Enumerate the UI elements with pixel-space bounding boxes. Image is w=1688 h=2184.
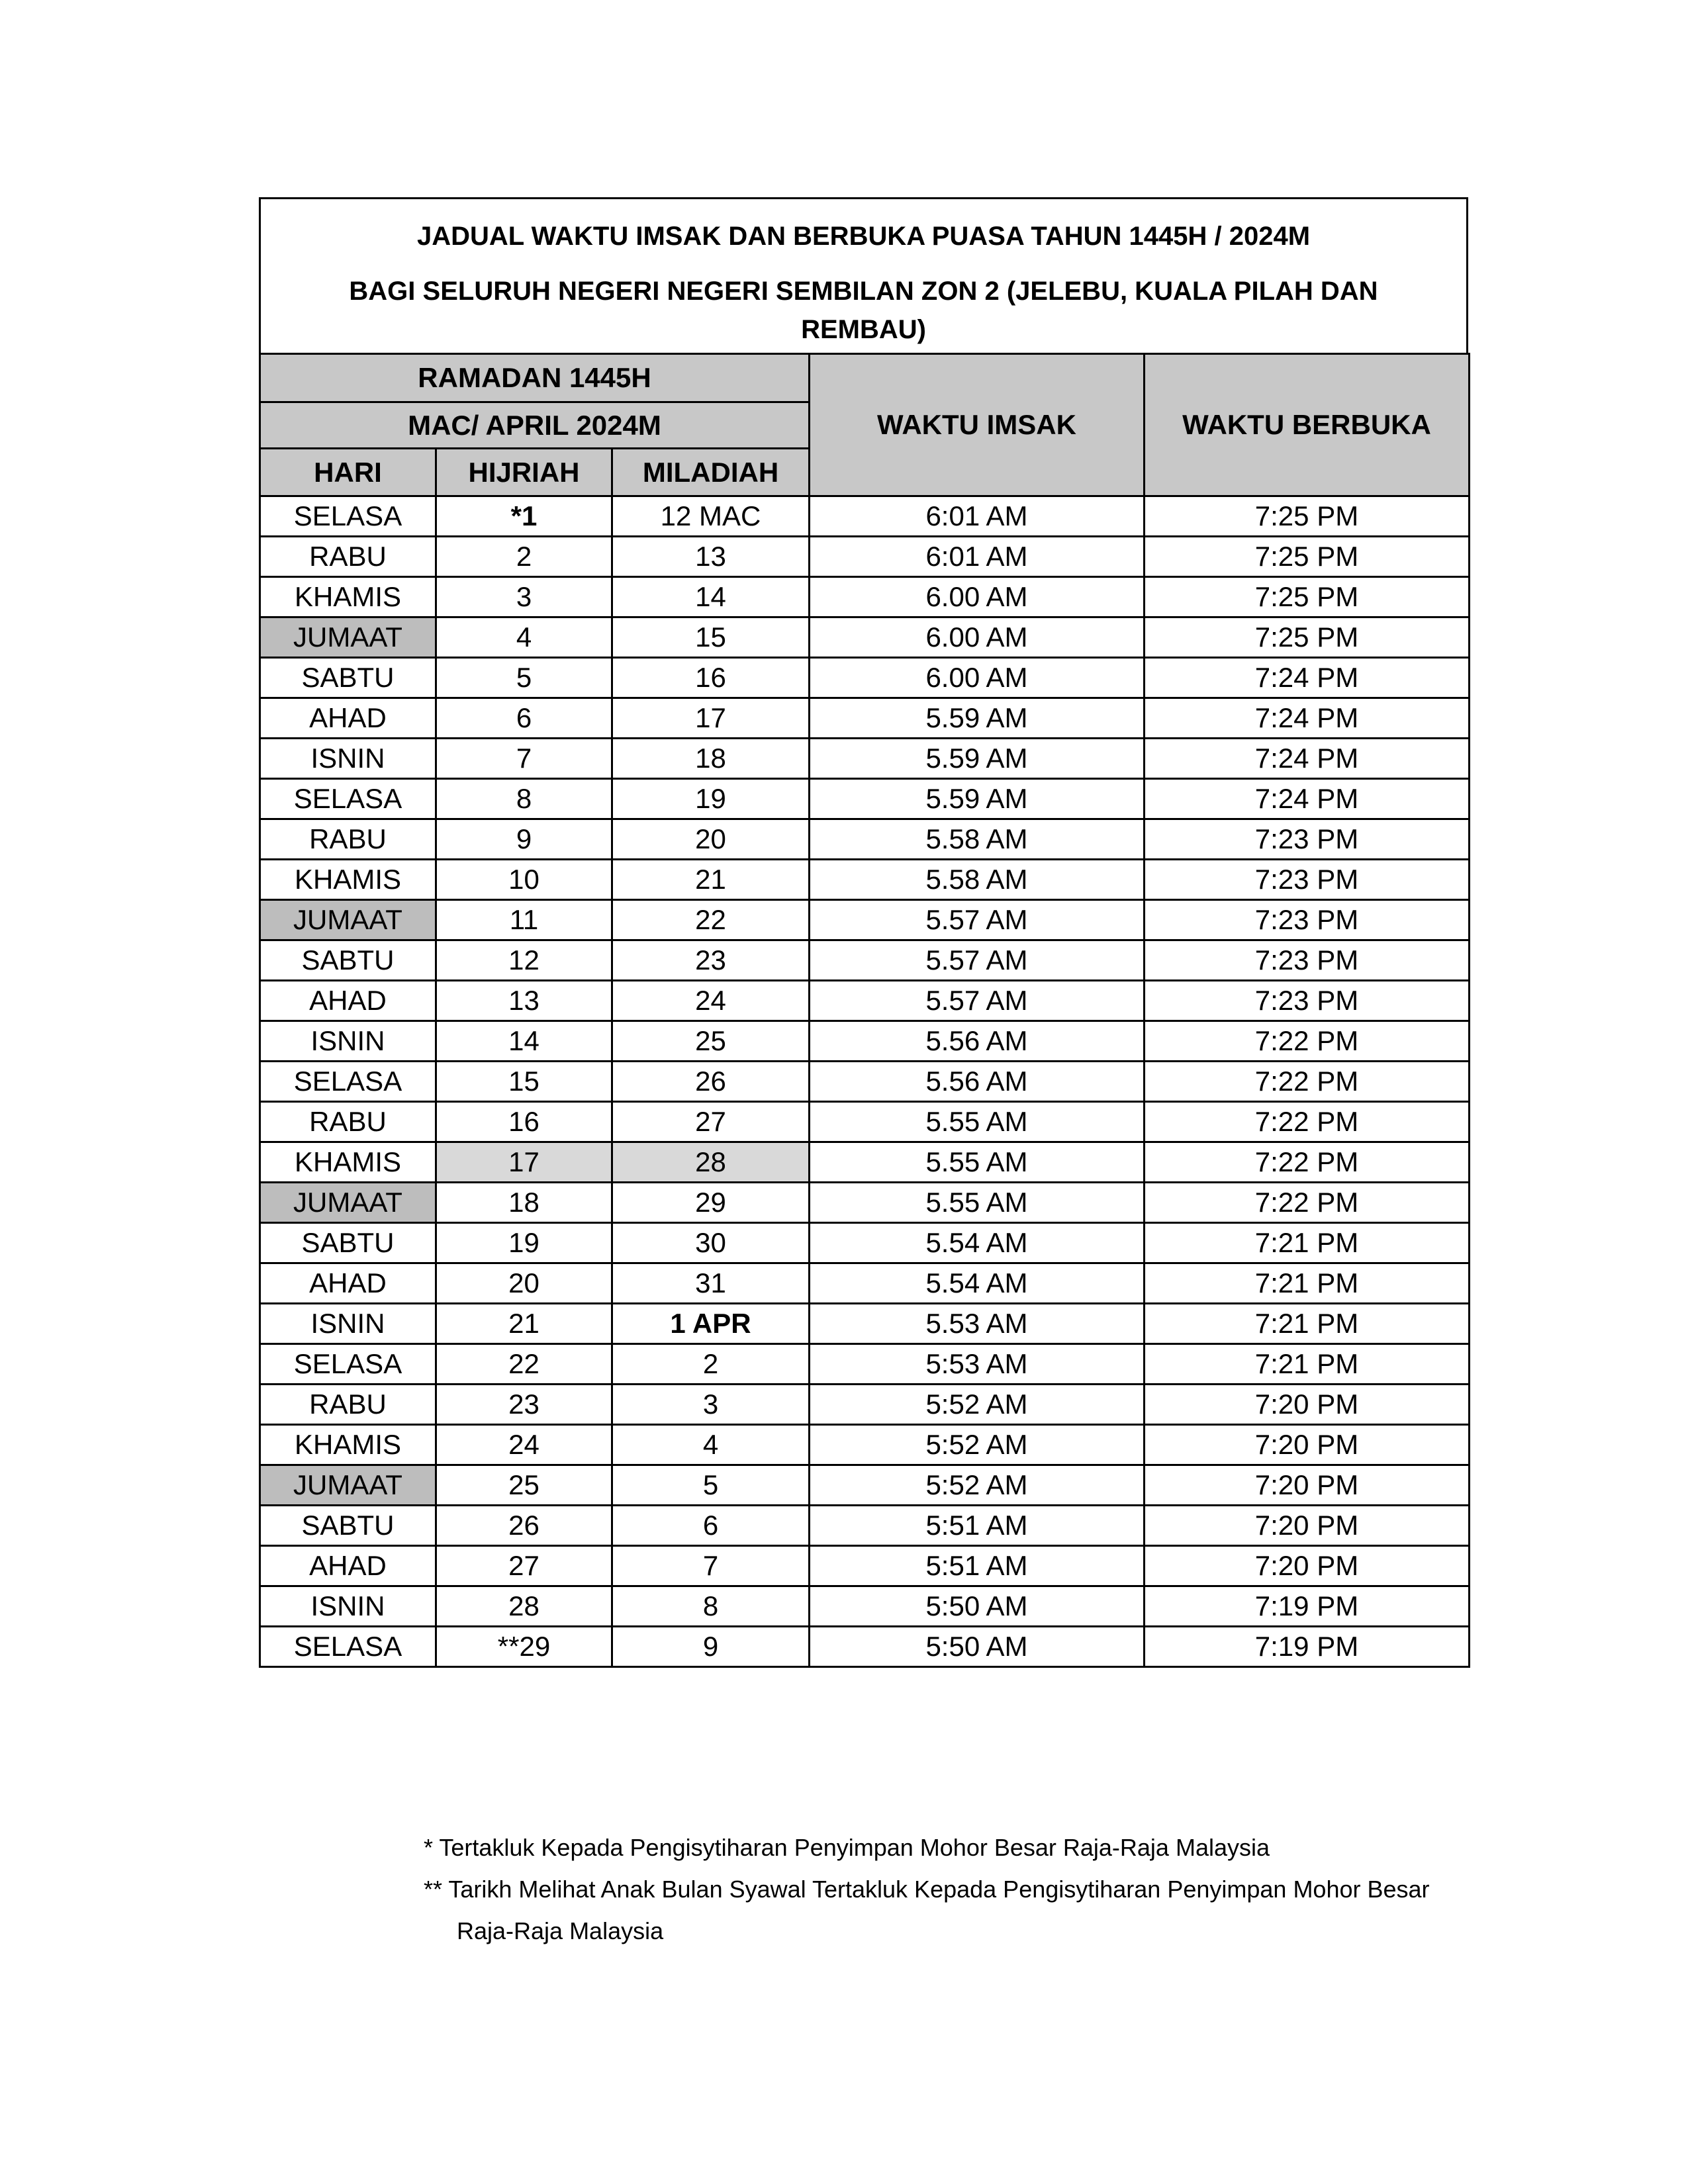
hari-cell: JUMAAT xyxy=(260,1183,436,1223)
miladiah-cell: 15 xyxy=(612,617,810,658)
hari-cell: RABU xyxy=(260,537,436,577)
hijriah-cell: 3 xyxy=(436,577,612,617)
footnote-1: * Tertakluk Kepada Pengisytiharan Penyimpan Mohor Besar Raja-Raja Malaysia xyxy=(424,1834,1270,1861)
miladiah-cell: 5 xyxy=(612,1465,810,1506)
table-row xyxy=(260,1425,1470,1465)
berbuka-cell: 7:25 PM xyxy=(1145,577,1470,617)
hari-cell: AHAD xyxy=(260,1263,436,1304)
imsak-cell: 5.56 AM xyxy=(810,1062,1145,1102)
table-row xyxy=(260,1223,1470,1263)
hijriah-cell: 4 xyxy=(436,617,612,658)
hijriah-cell: 16 xyxy=(436,1102,612,1142)
imsak-cell: 5:50 AM xyxy=(810,1627,1145,1667)
imsak-cell: 5.59 AM xyxy=(810,698,1145,739)
timetable xyxy=(259,353,1470,1668)
hijriah-cell: 20 xyxy=(436,1263,612,1304)
hijriah-cell: 27 xyxy=(436,1546,612,1586)
berbuka-cell: 7:21 PM xyxy=(1145,1223,1470,1263)
hari-cell: AHAD xyxy=(260,981,436,1021)
miladiah-header: MILADIAH xyxy=(612,449,810,496)
berbuka-cell: 7:22 PM xyxy=(1145,1142,1470,1183)
miladiah-cell: 7 xyxy=(612,1546,810,1586)
page-subtitle: BAGI SELURUH NEGERI NEGERI SEMBILAN ZON 2 (JELEBU, KUALA PILAH DAN REMBAU) xyxy=(349,277,1378,344)
miladiah-cell: 2 xyxy=(612,1344,810,1385)
hari-header: HARI xyxy=(260,449,436,496)
berbuka-cell: 7:20 PM xyxy=(1145,1546,1470,1586)
miladiah-cell: 1 APR xyxy=(612,1304,810,1344)
miladiah-cell: 31 xyxy=(612,1263,810,1304)
berbuka-cell: 7:21 PM xyxy=(1145,1263,1470,1304)
hari-cell: ISNIN xyxy=(260,1021,436,1062)
hijriah-cell: 17 xyxy=(436,1142,612,1183)
table-row xyxy=(260,496,1470,537)
miladiah-cell: 21 xyxy=(612,860,810,900)
hari-cell: JUMAAT xyxy=(260,1465,436,1506)
hari-cell: RABU xyxy=(260,1385,436,1425)
imsak-cell: 6.00 AM xyxy=(810,577,1145,617)
table-row xyxy=(260,1263,1470,1304)
berbuka-cell: 7:22 PM xyxy=(1145,1021,1470,1062)
berbuka-cell: 7:19 PM xyxy=(1145,1627,1470,1667)
table-row xyxy=(260,1102,1470,1142)
imsak-cell: 5.55 AM xyxy=(810,1102,1145,1142)
miladiah-cell: 23 xyxy=(612,940,810,981)
table-row xyxy=(260,1183,1470,1223)
berbuka-cell: 7:24 PM xyxy=(1145,698,1470,739)
hari-cell: JUMAAT xyxy=(260,900,436,940)
table-row xyxy=(260,981,1470,1021)
imsak-cell: 5.54 AM xyxy=(810,1223,1145,1263)
imsak-cell: 6.00 AM xyxy=(810,617,1145,658)
imsak-cell: 6:01 AM xyxy=(810,496,1145,537)
hijriah-cell: 6 xyxy=(436,698,612,739)
hari-cell: AHAD xyxy=(260,698,436,739)
hari-cell: KHAMIS xyxy=(260,577,436,617)
table-row xyxy=(260,1586,1470,1627)
hijriah-cell: 21 xyxy=(436,1304,612,1344)
miladiah-cell: 17 xyxy=(612,698,810,739)
hijriah-cell: 24 xyxy=(436,1425,612,1465)
hari-cell: JUMAAT xyxy=(260,617,436,658)
hari-cell: RABU xyxy=(260,1102,436,1142)
imsak-cell: 5.53 AM xyxy=(810,1304,1145,1344)
berbuka-cell: 7:22 PM xyxy=(1145,1183,1470,1223)
hari-cell: SABTU xyxy=(260,940,436,981)
miladiah-cell: 28 xyxy=(612,1142,810,1183)
hijriah-cell: **29 xyxy=(436,1627,612,1667)
hijriah-cell: 10 xyxy=(436,860,612,900)
imsak-cell: 5.57 AM xyxy=(810,940,1145,981)
miladiah-cell: 16 xyxy=(612,658,810,698)
hari-cell: KHAMIS xyxy=(260,860,436,900)
berbuka-cell: 7:21 PM xyxy=(1145,1304,1470,1344)
miladiah-cell: 19 xyxy=(612,779,810,819)
table-row xyxy=(260,900,1470,940)
berbuka-cell: 7:24 PM xyxy=(1145,779,1470,819)
hijriah-cell: 25 xyxy=(436,1465,612,1506)
miladiah-cell: 26 xyxy=(612,1062,810,1102)
miladiah-cell: 9 xyxy=(612,1627,810,1667)
imsak-cell: 5.57 AM xyxy=(810,981,1145,1021)
berbuka-cell: 7:23 PM xyxy=(1145,940,1470,981)
hari-cell: SABTU xyxy=(260,1223,436,1263)
imsak-header: WAKTU IMSAK xyxy=(810,354,1145,496)
berbuka-cell: 7:20 PM xyxy=(1145,1506,1470,1546)
miladiah-cell: 22 xyxy=(612,900,810,940)
hijriah-cell: 22 xyxy=(436,1344,612,1385)
footnote-2: ** Tarikh Melihat Anak Bulan Syawal Tertakluk Kepada Pengisytiharan Penyimpan Mohor Besar xyxy=(424,1876,1430,1903)
hijriah-cell: 8 xyxy=(436,779,612,819)
table-row xyxy=(260,940,1470,981)
imsak-cell: 5:50 AM xyxy=(810,1586,1145,1627)
hijriah-cell: 7 xyxy=(436,739,612,779)
hijriah-cell: 26 xyxy=(436,1506,612,1546)
table-row xyxy=(260,1304,1470,1344)
miladiah-cell: 8 xyxy=(612,1586,810,1627)
hari-cell: KHAMIS xyxy=(260,1425,436,1465)
miladiah-cell: 30 xyxy=(612,1223,810,1263)
page-title: JADUAL WAKTU IMSAK DAN BERBUKA PUASA TAHUN 1445H / 2024M xyxy=(416,222,1311,251)
imsak-cell: 5.56 AM xyxy=(810,1021,1145,1062)
hari-cell: SELASA xyxy=(260,1627,436,1667)
berbuka-cell: 7:22 PM xyxy=(1145,1062,1470,1102)
imsak-cell: 5.55 AM xyxy=(810,1142,1145,1183)
table-row xyxy=(260,1627,1470,1667)
table-row xyxy=(260,860,1470,900)
hari-cell: SELASA xyxy=(260,779,436,819)
imsak-cell: 5.58 AM xyxy=(810,860,1145,900)
berbuka-cell: 7:19 PM xyxy=(1145,1586,1470,1627)
table-row xyxy=(260,1546,1470,1586)
table-row xyxy=(260,779,1470,819)
hijriah-cell: 23 xyxy=(436,1385,612,1425)
hijriah-cell: 11 xyxy=(436,900,612,940)
timetable-sheet xyxy=(259,197,1468,1668)
hari-cell: ISNIN xyxy=(260,1304,436,1344)
imsak-cell: 5:51 AM xyxy=(810,1506,1145,1546)
table-row xyxy=(260,537,1470,577)
hijriah-cell: 13 xyxy=(436,981,612,1021)
berbuka-cell: 7:25 PM xyxy=(1145,617,1470,658)
footnote-2-continued: Raja-Raja Malaysia xyxy=(457,1917,664,1944)
miladiah-cell: 20 xyxy=(612,819,810,860)
hijriah-cell: 19 xyxy=(436,1223,612,1263)
berbuka-cell: 7:21 PM xyxy=(1145,1344,1470,1385)
miladiah-cell: 18 xyxy=(612,739,810,779)
table-row xyxy=(260,1465,1470,1506)
berbuka-cell: 7:23 PM xyxy=(1145,819,1470,860)
table-row xyxy=(260,617,1470,658)
hari-cell: ISNIN xyxy=(260,1586,436,1627)
table-row xyxy=(260,658,1470,698)
miladiah-cell: 25 xyxy=(612,1021,810,1062)
hari-cell: KHAMIS xyxy=(260,1142,436,1183)
table-row xyxy=(260,1344,1470,1385)
berbuka-cell: 7:24 PM xyxy=(1145,658,1470,698)
month-header: MAC/ APRIL 2024M xyxy=(260,402,810,449)
berbuka-cell: 7:20 PM xyxy=(1145,1425,1470,1465)
table-row xyxy=(260,1142,1470,1183)
imsak-cell: 6:01 AM xyxy=(810,537,1145,577)
imsak-cell: 5:52 AM xyxy=(810,1425,1145,1465)
hari-cell: SELASA xyxy=(260,1344,436,1385)
berbuka-cell: 7:23 PM xyxy=(1145,860,1470,900)
miladiah-cell: 27 xyxy=(612,1102,810,1142)
hari-cell: SABTU xyxy=(260,658,436,698)
imsak-cell: 5.59 AM xyxy=(810,779,1145,819)
table-row xyxy=(260,1506,1470,1546)
hijriah-cell: 18 xyxy=(436,1183,612,1223)
berbuka-cell: 7:25 PM xyxy=(1145,496,1470,537)
table-row xyxy=(260,1062,1470,1102)
miladiah-cell: 14 xyxy=(612,577,810,617)
berbuka-cell: 7:25 PM xyxy=(1145,537,1470,577)
miladiah-cell: 13 xyxy=(612,537,810,577)
table-row xyxy=(260,577,1470,617)
table-row xyxy=(260,1021,1470,1062)
hari-cell: ISNIN xyxy=(260,739,436,779)
berbuka-cell: 7:20 PM xyxy=(1145,1385,1470,1425)
hari-cell: SELASA xyxy=(260,496,436,537)
hijriah-cell: 12 xyxy=(436,940,612,981)
miladiah-cell: 4 xyxy=(612,1425,810,1465)
imsak-cell: 5.54 AM xyxy=(810,1263,1145,1304)
miladiah-cell: 3 xyxy=(612,1385,810,1425)
miladiah-cell: 6 xyxy=(612,1506,810,1546)
table-row xyxy=(260,819,1470,860)
hari-cell: RABU xyxy=(260,819,436,860)
table-row xyxy=(260,739,1470,779)
imsak-cell: 5.59 AM xyxy=(810,739,1145,779)
berbuka-header: WAKTU BERBUKA xyxy=(1145,354,1470,496)
hari-cell: SABTU xyxy=(260,1506,436,1546)
footnotes xyxy=(424,1827,1483,1952)
imsak-cell: 5:52 AM xyxy=(810,1385,1145,1425)
hijriah-header: HIJRIAH xyxy=(436,449,612,496)
hijriah-cell: 2 xyxy=(436,537,612,577)
table-row xyxy=(260,1385,1470,1425)
imsak-cell: 6.00 AM xyxy=(810,658,1145,698)
imsak-cell: 5.58 AM xyxy=(810,819,1145,860)
title-box xyxy=(259,197,1468,353)
hijriah-cell: 28 xyxy=(436,1586,612,1627)
imsak-cell: 5:53 AM xyxy=(810,1344,1145,1385)
hari-cell: SELASA xyxy=(260,1062,436,1102)
imsak-cell: 5.57 AM xyxy=(810,900,1145,940)
hijriah-cell: 5 xyxy=(436,658,612,698)
miladiah-cell: 29 xyxy=(612,1183,810,1223)
hijriah-cell: *1 xyxy=(436,496,612,537)
table-row xyxy=(260,698,1470,739)
berbuka-cell: 7:22 PM xyxy=(1145,1102,1470,1142)
berbuka-cell: 7:24 PM xyxy=(1145,739,1470,779)
hijriah-cell: 15 xyxy=(436,1062,612,1102)
imsak-cell: 5:52 AM xyxy=(810,1465,1145,1506)
berbuka-cell: 7:23 PM xyxy=(1145,900,1470,940)
miladiah-cell: 24 xyxy=(612,981,810,1021)
ramadan-header: RAMADAN 1445H xyxy=(260,354,810,402)
berbuka-cell: 7:20 PM xyxy=(1145,1465,1470,1506)
hijriah-cell: 9 xyxy=(436,819,612,860)
hari-cell: AHAD xyxy=(260,1546,436,1586)
imsak-cell: 5.55 AM xyxy=(810,1183,1145,1223)
hijriah-cell: 14 xyxy=(436,1021,612,1062)
miladiah-cell: 12 MAC xyxy=(612,496,810,537)
imsak-cell: 5:51 AM xyxy=(810,1546,1145,1586)
berbuka-cell: 7:23 PM xyxy=(1145,981,1470,1021)
